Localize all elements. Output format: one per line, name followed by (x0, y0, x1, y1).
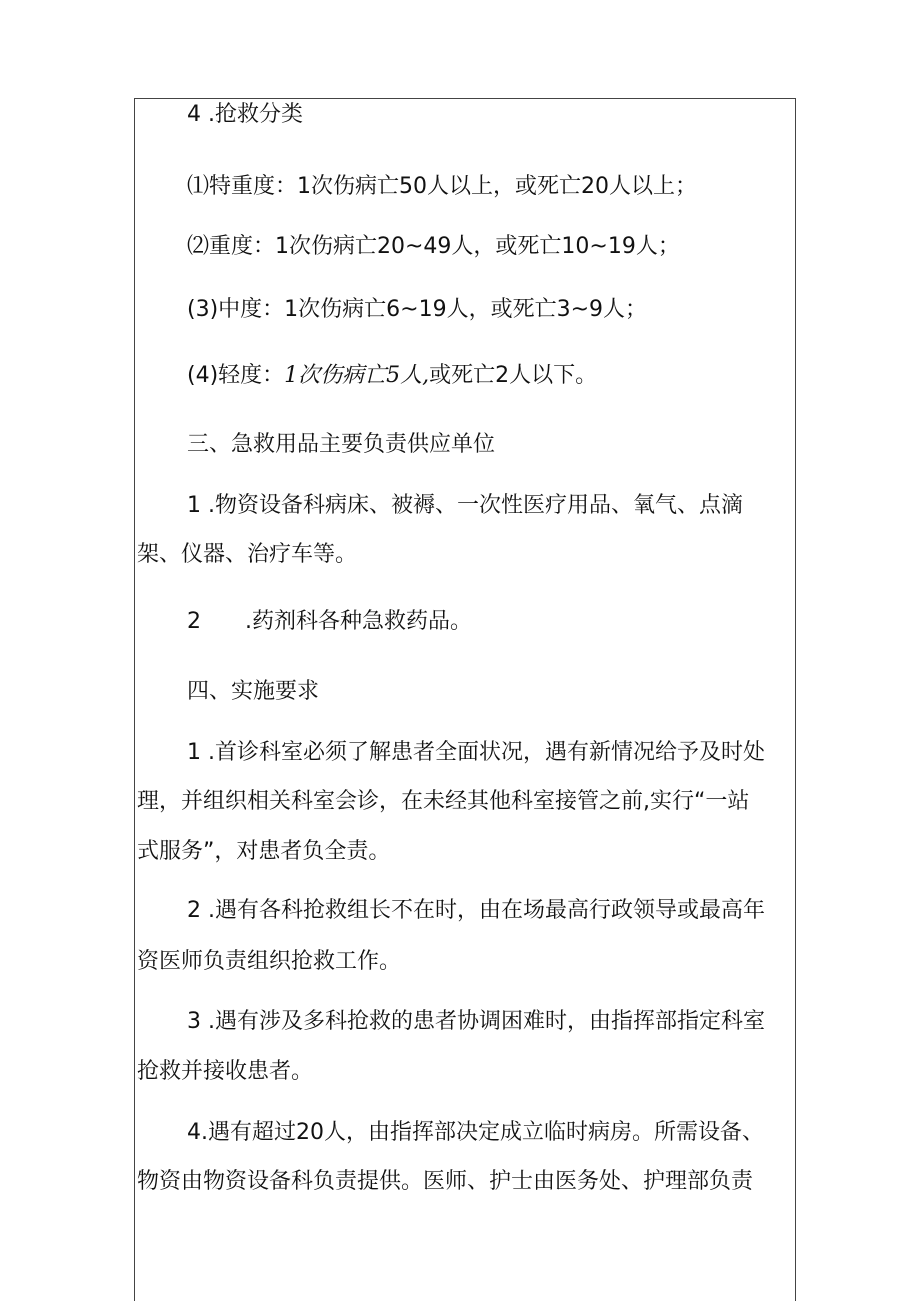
paragraph-line-mild (187, 365, 597, 387)
mild-italic-text: 1次伤病亡5人, (284, 363, 430, 388)
mild-prefix: (4)轻度： (187, 363, 285, 388)
mild-suffix: 或死亡2人以下。 (429, 363, 598, 388)
paragraph-line: 1 .首诊科室必须了解患者全面状况，遇有新情况给予及时处 (187, 740, 765, 765)
paragraph-line: 物资由物资设备科负责提供。医师、护士由医务处、护理部负责 (137, 1169, 754, 1194)
section-heading-requirements: 四、实施要求 (187, 679, 320, 704)
paragraph-line: (3)中度：1次伤病亡6~19人，或死亡3~9人； (187, 297, 648, 322)
paragraph-line: 3 .遇有涉及多科抢救的患者协调困难时，由指挥部指定科室 (187, 1009, 765, 1034)
paragraph-line: 4.遇有超过20人，由指挥部决定成立临时病房。所需设备、 (187, 1120, 764, 1145)
paragraph-line: 1 .物资设备科病床、被褥、一次性医疗用品、氧气、点滴 (187, 493, 743, 518)
section-heading-supply-units: 三、急救用品主要负责供应单位 (187, 432, 496, 457)
section-heading-rescue-classification: 4 .抢救分类 (187, 102, 303, 127)
paragraph-line: 式服务”，对患者负全责。 (137, 839, 391, 864)
paragraph-line: 理，并组织相关科室会诊，在未经其他科室接管之前,实行“一站 (137, 789, 750, 814)
paragraph-line: ⑵重度：1次伤病亡20~49人，或死亡10~19人； (187, 234, 680, 259)
paragraph-line: 2 .药剂科各种急救药品。 (187, 609, 472, 634)
paragraph-line: 抢救并接收患者。 (137, 1059, 314, 1084)
paragraph-line: 资医师负责组织抢救工作。 (137, 949, 402, 974)
paragraph-line: 2 .遇有各科抢救组长不在时，由在场最高行政领导或最高年 (187, 898, 765, 923)
paragraph-line: 架、仪器、治疗车等。 (137, 542, 358, 567)
paragraph-line: ⑴特重度：1次伤病亡50人以上，或死亡20人以上； (187, 174, 697, 199)
